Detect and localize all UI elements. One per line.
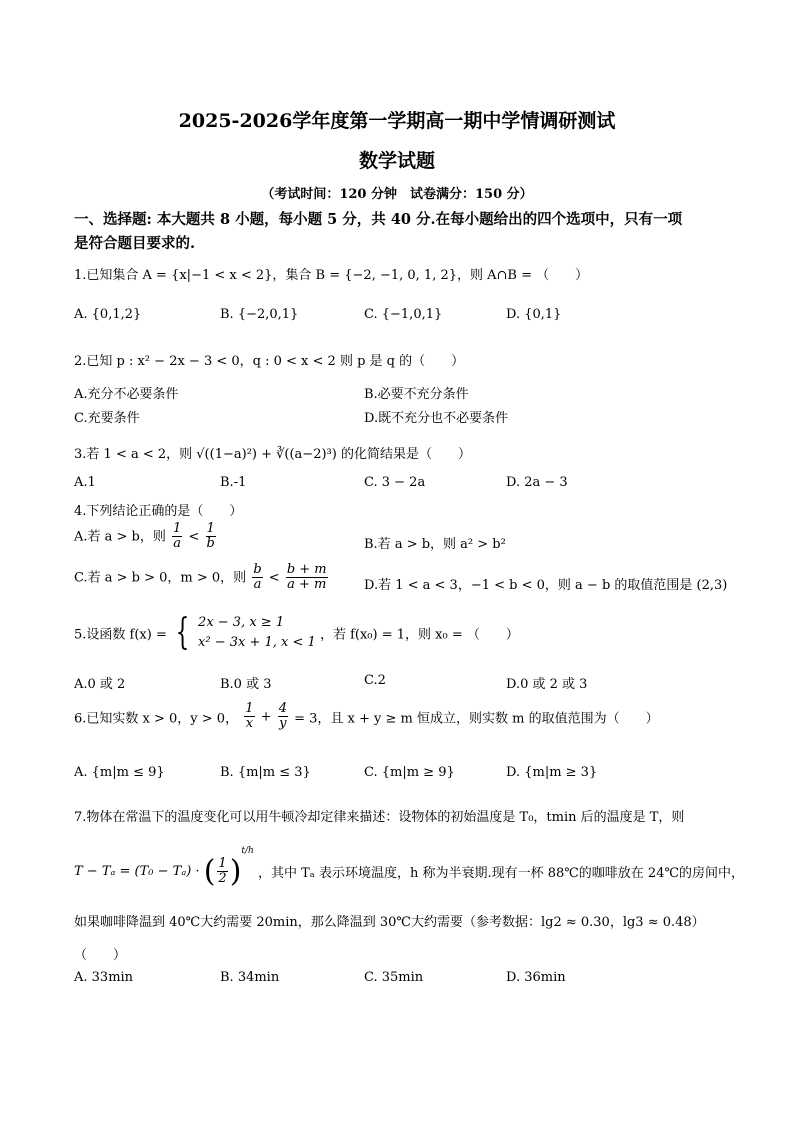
q2-option-d: D.既不充分也不必要条件	[364, 411, 509, 426]
q2-stem: 2.已知 p : x² − 2x − 3 < 0，q : 0 < x < 2 则 p 是 q 的（ ）	[74, 354, 465, 369]
q4-a-prefix: A.若 a > b，则	[74, 529, 166, 545]
q1-option-b: B. {−2,0,1}	[220, 307, 299, 322]
q6-suffix: = 3，且 x + y ≥ m 恒成立，则实数 m 的取值范围为（ ）	[294, 711, 659, 727]
q7-line2	[74, 846, 744, 889]
q7-paren-open: (	[203, 854, 216, 889]
q6-option-a: A. {m|m ≤ 9}	[74, 765, 165, 780]
q7-paren-close: )	[229, 854, 242, 889]
q4-a-fraction-2: $\frac{1}{b}$	[206, 521, 215, 552]
section-heading-line1: 一、选择题: 本大题共 8 小题，每小题 5 分，共 40 分.在每小题给出的四个选项中，只有一项	[74, 211, 683, 228]
q2-option-c: C.充要条件	[74, 411, 140, 426]
q4-option-a	[74, 522, 218, 552]
q3-option-d: D. 2a − 3	[506, 475, 568, 490]
q7-line3: 如果咖啡降温到 40℃大约需要 20min，那么降温到 30℃大约需要（参考数据：lg2 ≈ 0.30，lg3 ≈ 0.48）	[74, 915, 705, 930]
page-title: 2025-2026学年度第一学期高一期中学情调研测试	[178, 110, 616, 132]
q3-option-b: B.-1	[220, 475, 247, 490]
q4-option-c	[74, 563, 330, 593]
q7-option-a: A. 33min	[74, 970, 134, 985]
q5-option-c: C.2	[364, 673, 386, 688]
q7-option-c: C. 35min	[364, 970, 424, 985]
q7-line2-rest: ，其中 Tₐ 表示环境温度，h 称为半衰期.现有一杯 88℃的咖啡放在 24℃的房间中，	[258, 866, 745, 881]
q5-prefix: 5.设函数 f(x) =	[74, 627, 167, 643]
q7-paren: （ ）	[74, 948, 127, 963]
q2-option-a: A.充分不必要条件	[74, 387, 179, 402]
subject-title: 数学试题	[358, 150, 435, 172]
q5-option-a: A.0 或 2	[74, 677, 126, 692]
q3-stem: 3.若 1 < a < 2，则 √((1−a)²) + ∛((a−2)³) 的化简结果是（ ）	[74, 447, 471, 462]
q7-option-d: D. 36min	[506, 970, 566, 985]
q1-option-d: D. {0,1}	[506, 307, 562, 322]
q4-c-less-than: <	[268, 570, 280, 586]
q4-option-b: B.若 a > b，则 a² > b²	[364, 537, 506, 552]
q5-option-d: D.0 或 2 或 3	[506, 677, 588, 692]
q1-option-c: C. {−1,0,1}	[364, 307, 443, 322]
q7-option-b: B. 34min	[220, 970, 280, 985]
q4-a-fraction-1: $\frac{1}{a}$	[173, 521, 182, 552]
q6-fraction-2: $\frac{4}{y}$	[278, 701, 287, 732]
q5-suffix: ，若 f(x₀) = 1，则 x₀ = （ ）	[319, 627, 519, 643]
q7-half-fraction: $\frac{1}{2}$	[218, 855, 227, 886]
q5-case-1: 2x − 3, x ≥ 1	[198, 615, 285, 630]
q5-cases	[198, 613, 316, 653]
q5-stem	[74, 613, 519, 653]
q4-c-prefix: C.若 a > b > 0，m > 0，则	[74, 570, 247, 586]
q6-stem	[74, 702, 659, 732]
q7-exponent: t/h	[241, 846, 254, 856]
q3-option-a: A.1	[74, 475, 96, 490]
exam-info: （考试时间：120 分钟 试卷满分：150 分）	[261, 187, 533, 202]
q6-option-c: C. {m|m ≥ 9}	[364, 765, 455, 780]
q7-formula-left: T − Tₐ = (T₀ − Tₐ) ·	[74, 864, 200, 879]
q4-a-less-than: <	[188, 529, 200, 545]
q6-plus: +	[260, 709, 272, 725]
q1-stem: 1.已知集合 A = {x|−1 < x < 2}，集合 B = {−2, −1, 0, 1, 2}，则 A∩B = （ ）	[74, 268, 589, 283]
q2-option-b: B.必要不充分条件	[364, 387, 469, 402]
q6-option-d: D. {m|m ≥ 3}	[506, 765, 598, 780]
q4-stem: 4.下列结论正确的是（ ）	[74, 504, 243, 519]
q1-option-a: A. {0,1,2}	[74, 307, 142, 322]
q3-option-c: C. 3 − 2a	[364, 475, 426, 490]
section-heading-line2: 是符合题目要求的.	[74, 235, 196, 252]
q5-option-b: B.0 或 3	[220, 677, 272, 692]
q7-line1: 7.物体在常温下的温度变化可以用牛顿冷却定律来描述：设物体的初始温度是 T₀，tmin 后的温度是 T，则	[74, 810, 685, 825]
q6-option-b: B. {m|m ≤ 3}	[220, 765, 311, 780]
q6-fraction-1: $\frac{1}{x}$	[245, 701, 254, 732]
q4-c-fraction-1: $\frac{b}{a}$	[253, 562, 262, 593]
q4-option-d: D.若 1 < a < 3，−1 < b < 0，则 a − b 的取值范围是 (2,3)	[364, 578, 728, 593]
q5-case-2: x² − 3x + 1, x < 1	[198, 635, 316, 650]
q5-brace: {	[175, 612, 190, 653]
q6-prefix: 6.已知实数 x > 0，y > 0，	[74, 711, 239, 727]
q4-c-fraction-2: $\frac{b + m}{a + m}$	[286, 562, 327, 593]
